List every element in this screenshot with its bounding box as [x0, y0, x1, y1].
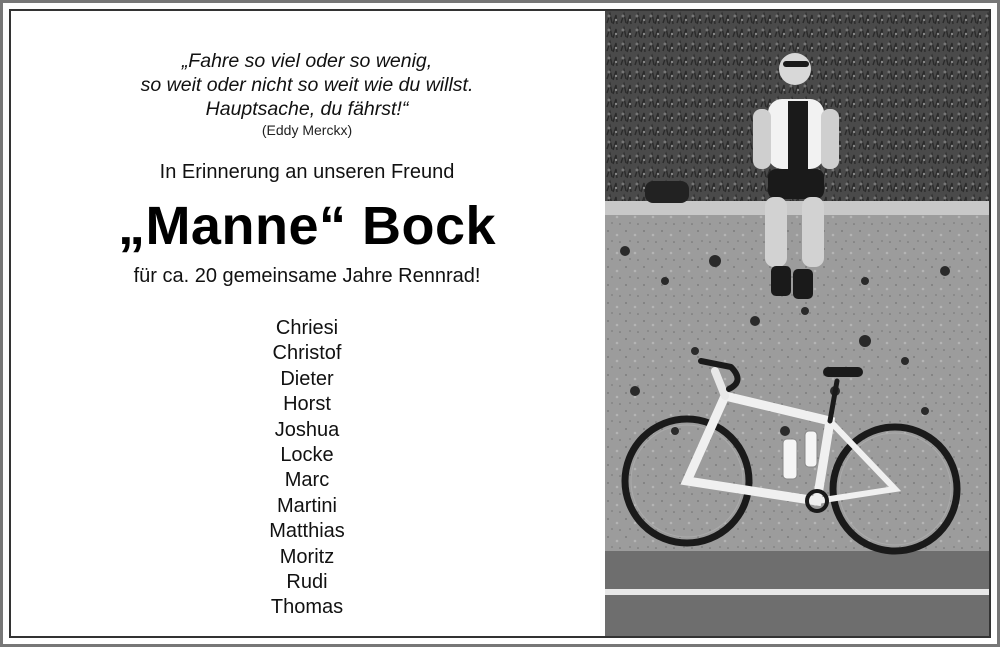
friends-list	[11, 316, 603, 621]
friend-name: Dieter	[280, 367, 334, 390]
friend-name: Chriesi	[275, 317, 339, 339]
quote-line: so weit oder nicht so weit wie du willst.	[140, 74, 474, 96]
quote-line: „Fahre so viel oder so wenig,	[181, 50, 433, 72]
dedication-line: für ca. 20 gemeinsame Jahre Rennrad!	[133, 265, 481, 287]
quote	[11, 49, 603, 121]
friend-name: Locke	[280, 444, 334, 467]
quote-line: Hauptsache, du fährst!“	[205, 98, 409, 120]
friend-name: Moritz	[279, 545, 335, 568]
cyclist-on-wall-photo-icon	[605, 11, 989, 636]
obituary-text-column	[11, 11, 603, 636]
friend-name: Matthias	[269, 520, 345, 543]
cyclist-photo	[605, 11, 989, 636]
road-line	[605, 589, 989, 595]
friend-name: Christof	[272, 342, 342, 365]
deceased-name: „Manne“ Bock	[117, 196, 497, 256]
stone-wall	[605, 215, 989, 555]
memorial-intro: In Erinnerung an unseren Freund	[159, 161, 455, 183]
friend-name: Marc	[284, 469, 330, 492]
quote-author: (Eddy Merckx)	[261, 122, 353, 138]
friend-name: Joshua	[274, 418, 340, 441]
friend-name: Thomas	[270, 596, 344, 619]
friend-name: Martini	[276, 494, 337, 517]
friend-name: Rudi	[286, 571, 328, 594]
wall-top	[605, 201, 989, 215]
friend-name: Horst	[283, 393, 331, 416]
